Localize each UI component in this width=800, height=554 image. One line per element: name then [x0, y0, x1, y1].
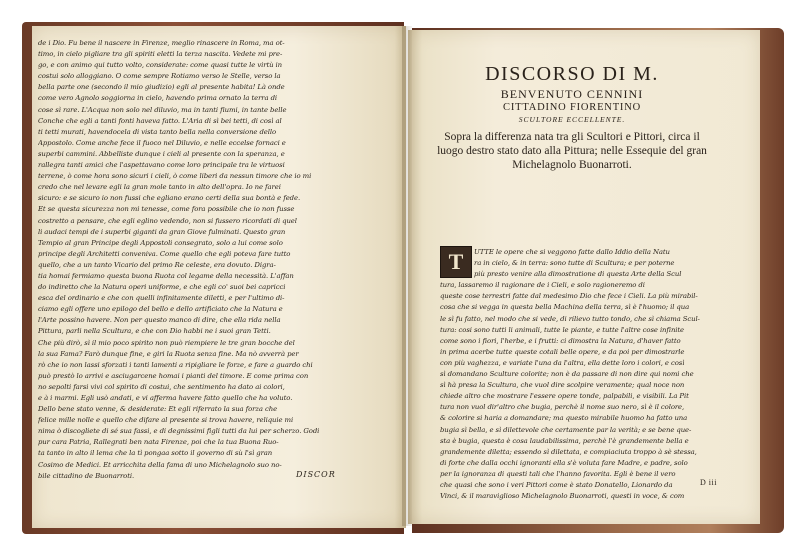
- text-line: cosa che si vegga in questa bella Machina della terra, sì è l'huomo; il qua: [440, 303, 690, 312]
- right-page-text: [440, 247, 730, 502]
- text-line: Tempio al gran Principe degli Appostoli consegrato, solo a lui come solo: [38, 238, 283, 247]
- text-line: bugia sì bella, e sì dilettevole che certamente par la verità; e se bene que-: [440, 425, 692, 434]
- text-line: de i Dio. Fu bene il nascere in Firenze, meglio rinascere in Roma, ma ot-: [38, 39, 285, 47]
- text-line: di forte che dalla occhi ignoranti ella s'è voluta fare Madre, e padre, solo: [440, 458, 688, 467]
- text-line: li audaci tempi de i superbi giganti da gran Giove fulminati. Questo gran: [38, 227, 286, 236]
- text-line: sì domandano Sculture colorite; non è da passare di non dire qui nomi che: [440, 370, 694, 379]
- page-signature: D iii: [700, 478, 717, 487]
- text-line: nima ò discogliete di sé sua fassi, e di degnissimi figli tutti da lui per scherzo. Godi: [38, 427, 320, 436]
- text-line: terrene, ò come hora sono sicuri i cieli, ò come liberi da nessun timore che io mi: [38, 172, 312, 181]
- text-line: Cosimo de Medici. Et arricchita della fama di uno Michelagnolo suo no-: [38, 460, 282, 469]
- text-line: costretto a pensare, che egli eglino vedendo, non si fussero ricordati di quel: [38, 216, 297, 225]
- text-line: come sono i fiori, l'herbe, e i frutti: ci dimostra la Natura, d'haver fatto: [440, 336, 681, 345]
- discourse-subtitle: Sopra la differenza nata tra gli Scultori e Pittori, circa il luogo destro stato dato alla Pittura; nelle Essequie del gran Michelagnolo Buonarroti.: [437, 131, 707, 171]
- text-line: queste cose terrestri fatte dal medesimo Dio che fece i Cieli. La più mirabil-: [440, 292, 698, 301]
- text-line: che quasi che sono i veri Pittori come è stato Donatello, Lionardo da: [440, 480, 673, 489]
- author-citizenship: CITTADINO FIORENTINO: [503, 102, 641, 113]
- text-line: costui solo alloggiano. O come sempre Rotiamo verso le Stelle, verso la: [38, 72, 281, 81]
- text-line: tura: cosi sono tutti li animali, tutte le piante, e tutte l'altre cose infinite: [440, 325, 685, 334]
- text-line: sta è bugia, questa è cosa laudabilissima, perchè l'è grandemente bella e: [440, 436, 689, 445]
- text-line: Dello bene stato venne, & desiderate: Et egli riferrato la sua forza che: [38, 405, 278, 414]
- text-line: per la ignoranza di questi tali che l'hanno favorita. Egli è bene il vero: [440, 469, 676, 478]
- text-line: Che più dirò, sì il mio poco spirito non può riempiere le tre gran bocche del: [38, 338, 295, 347]
- text-line: sì hà presa la Scultura, che vuol dire scolpire veramente; qual noce non: [440, 381, 685, 390]
- text-line: Appostolo. Come anche fece il fuoco nel Diluvio, e nelle eccelse fornaci e: [38, 138, 286, 147]
- text-line: tura non vuol dir'altro che bugia, perchè il nome suo nero, sì è il colore,: [440, 403, 685, 412]
- left-page-text: [38, 38, 360, 482]
- text-line: go, e con animo qui tutto volto, considerate: come quasi tutte le virtù in: [38, 61, 282, 70]
- text-line: bella parte one (secondo il mio giudizio) egli al presente habita! Là onde: [38, 83, 285, 92]
- text-line: chiede altro che mostrare l'essere opere tonde, palpabili, e visibili. La Pit: [440, 392, 689, 401]
- text-line: UTTE le opere che si veggono fatte dallo Iddio della Natu: [474, 248, 670, 256]
- text-line: ta tanto in alto il lema che la tì pongaa sotto il governo di sù l'sì gran: [38, 449, 273, 458]
- text-line: Conche che egli a tanti fonti haveva fatto. L'Aria di sì bei tetti, di così al: [38, 116, 282, 125]
- text-line: do indiretto che la Natura operi uniforme, e che egli co' suoi bei capricci: [38, 283, 286, 292]
- text-line: felice mille nolle e quello che difare al presente si trova havere, reliquie mi: [38, 416, 294, 425]
- left-page-catchword: DISCOR: [296, 470, 336, 479]
- text-line: superbi cammini. Abbelliste dunque i cieli al presente con la speranza, e: [38, 149, 285, 158]
- text-line: può prestò lo arrivi e asciugarcene homai i pianti del timore. E come prima con: [38, 371, 309, 380]
- text-line: Pittura, parli nella Scultura, e che con Dio habbi ne i suoi gran Tetti.: [38, 327, 271, 336]
- text-line: sicuro: e se sicuro io non fussi che egliano erano certi della sua bontà e fede.: [38, 194, 301, 203]
- text-line: più presto venire alla dimostratione di questa Arte della Scul: [474, 270, 682, 279]
- discourse-title: DISCORSO DI M.: [485, 63, 659, 85]
- text-line: pur cara Patria, Rallegrati ben nata Firenze, poi che la tua Buona Ruo-: [38, 438, 279, 447]
- text-line: quello, che a un tanto Vicario del primo Re celeste, era dovuto. Digra-: [38, 260, 276, 269]
- author-name: BENVENUTO CENNINI: [500, 87, 644, 101]
- text-line: tura, lassaremo il ragionare de i Cieli, e solo ragioneremo di: [440, 281, 645, 290]
- author-role: SCULTORE ECCELLENTE.: [518, 115, 626, 124]
- text-line: & colorire si haria a domandare; ma questo mirabile huomo ha fatto una: [440, 414, 688, 423]
- text-line: ra in cielo, & in terra: sono tutte di Scultura; e per poterne: [474, 259, 675, 268]
- text-line: timo, in cielo pigliare tra gli spiriti eletti la terza nascita. Vedete mi pre-: [38, 50, 283, 59]
- text-line: rò che io non lassi sforzati i tanti lamenti a ripigliare le forze, e fare a guardo chi: [38, 360, 313, 369]
- text-line: grandemente diletta; essendo sì dilettata, e compiaciuta troppo à sè stessa,: [440, 447, 697, 456]
- text-line: cose sì rare. L'Acqua non solo nel diluvio, ma in tanti fiumi, in tante belle: [38, 105, 287, 114]
- text-line: con più vaghezza, e variate l'una da l'altra, ella dette loro i colori, e così: [440, 358, 685, 367]
- text-line: in prima acerbe tutte queste cotali belle opere, e da poi per dimostrarle: [440, 347, 685, 356]
- text-line: bile cittadino de Buonarroti.: [38, 471, 135, 480]
- text-line: l'Arte possino havere. Non per questo manco di dire, che ella rida nella: [38, 316, 281, 325]
- text-line: credo che nel levare egli la gran mole tanto in alto dell'opra. Io ne farei: [38, 183, 281, 192]
- text-line: come vero Agnolo soggiorna in cielo, havendo prima ornato la terra di: [38, 94, 278, 103]
- initial-letter: T: [448, 249, 464, 274]
- text-line: le sì fu fatto, nel modo che si vede, di rilievo tutto tondo, che sì chiama Scul-: [440, 314, 700, 323]
- right-page-heading: [422, 62, 722, 172]
- text-line: rallegra tanti amici che l'aspettavano come loro principale tra le virtuosi: [38, 161, 285, 170]
- book-gutter: [402, 26, 412, 526]
- text-line: e à i marmi. Egli usò andati, e vi afferma havere fatto quello che ha voluto.: [38, 394, 293, 402]
- text-line: tia homai fermiamo questa buona Ruota col legame della necessità. L'affan: [38, 271, 294, 280]
- text-line: principe degli Architetti conveniva. Come quello che egli poteva fare tutto: [38, 249, 291, 258]
- text-line: la sua Fama? Farò dunque fine, e giri la Ruota senza fine. Ma nò avverrà per: [38, 349, 299, 358]
- text-line: no sepolti farsi vivi col spirito di costui, che sentimento ha dato ai colori,: [38, 382, 285, 391]
- text-line: esca del ordinario e che con quelli infinitamente diletti, e per l'ultimo di-: [38, 294, 285, 303]
- text-line: ti tetti murati, havendocela di vista tanto bella nella conversione dello: [38, 127, 277, 136]
- text-line: Et se questa sicurezza non mi tenesse, come fora possibile che io non fusse: [38, 205, 295, 214]
- text-line: Vinci, & il maraviglioso Michelagnolo Buonarroti, questi in voce, & com: [440, 492, 685, 501]
- text-line: ciamo egli offere uno epilogo del bello e dello artificiato che la Natura e: [38, 305, 283, 314]
